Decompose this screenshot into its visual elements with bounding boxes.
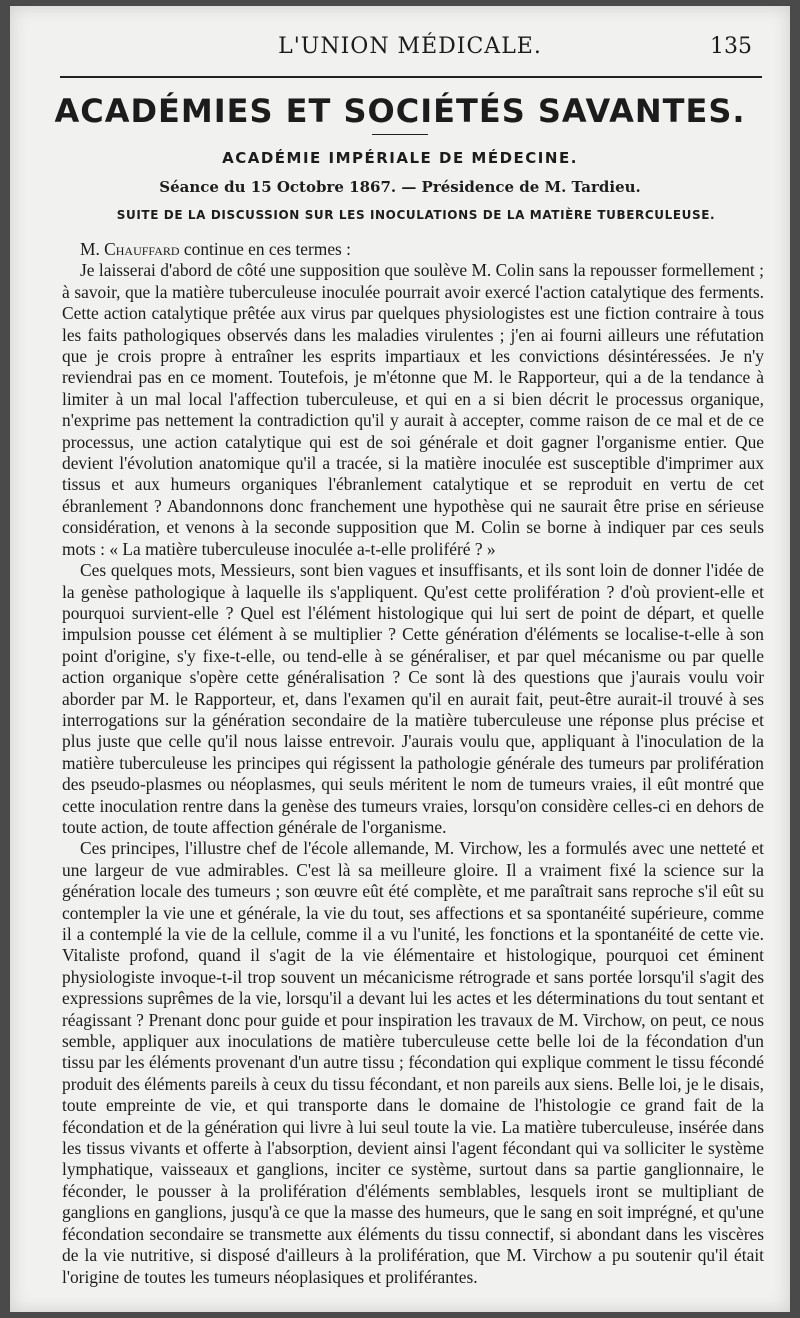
paragraph-2: Ces quelques mots, Messieurs, sont bien vagues et insuffisants, et ils sont loin de donner l'idée de la genèse pathologique à laquelle ils s'appliquent. Qu'est cette prolifération ? d'où provient-elle et pourquoi survient-elle ? Quel est l'élément histologique qui lui sert de point de départ, et quelle impulsion pousse cet élément à se multiplier ? Cette génération d'éléments se localise-t-elle à son point d'origine, s'y fixe-t-elle, ou tend-elle à se généraliser, et par quel mécanisme ou par quelle action organique s'opère cette généralisation ? Ce sont là des questions que j'aurais voulu voir aborder par M. le Rapporteur, et, dans l'examen qu'il en aurait fait, peut-être aurait-il trouvé à ses interrogations sur la génération secondaire de la matière tuberculeuse une réponse plus précise et plus juste que celle qu'il nous laisse entrevoir. J'aurais voulu que, appliquant à l'inoculation de la matière tuberculeuse les principes qui régissent la pathologie générale des tumeurs par prolifération des pseudo-plasmes ou néoplasmes, qui seuls méritent le nom de tumeurs vraies, il eût montré que cette inoculation rentre dans la genèse des tumeurs vraies, lorsqu'on considère celles-ci en dehors de toute action, de toute affection générale de l'organisme. [62,560,764,837]
intro-line [62,239,764,260]
section-divider [372,134,428,135]
header-rule [60,76,762,78]
journal-title: L'UNION MÉDICALE. [278,34,542,59]
session-line: Séance du 15 Octobre 1867. — Présidence de M. Tardieu. [159,178,641,196]
discussion-title: SUITE DE LA DISCUSSION SUR LES INOCULATIONS DE LA MATIÈRE TUBERCULEUSE. [116,208,716,222]
running-head [60,34,760,62]
academy-title: ACADÉMIE IMPÉRIALE DE MÉDECINE. [222,149,578,167]
paragraph-1: Je laisserai d'abord de côté une supposition que soulève M. Colin sans la repousser formellement ; à savoir, que la matière tuberculeuse inoculée pourrait avoir exercé l'action catalytique des ferments. Cette action catalytique prêtée aux virus par quelques physiologistes est une fiction contraire à tous les faits pathologiques observés dans les maladies virulentes ; j'en ai fourni ailleurs une réfutation que je crois propre à entraîner les esprits impartiaux et les convictions désintéressées. Je n'y reviendrai pas en ce moment. Toutefois, je m'étonne que M. le Rapporteur, qui a de la tendance à limiter à un mal local l'affection tuberculeuse, et qui en a si bien décrit le processus organique, n'exprime pas nettement la contradiction qu'il y aurait à accepter, comme raison de ce mal et de ce processus, une action catalytique qui est de soi générale et doit gagner l'organisme entier. Que devient l'évolution anatomique qu'il a tracée, si la matière inoculée est susceptible d'imprimer aux tissus et aux humeurs organiques l'ébranlement catalytique et se reproduit en vertu de cet ébranlement ? Abandonnons donc franchement une hypothèse qui ne saurait être prise en sérieuse considération, et venons à la seconde supposition que M. Colin se borne à indiquer par ces seuls mots : « La matière tuberculeuse inoculée a-t-elle proliféré ? » [62,260,764,559]
section-title: ACADÉMIES ET SOCIÉTÉS SAVANTES. [54,92,746,130]
paragraph-3: Ces principes, l'illustre chef de l'école allemande, M. Virchow, les a formulés avec une netteté et une largeur de vue admirables. C'est là sa meilleure gloire. Il a vraiment fixé la science sur la génération locale des tumeurs ; son œuvre eût été complète, et me paraîtrait sans reproche s'il eût su contempler la vie une et générale, la vie du tout, ses affections et sa spontanéité supérieure, comme il a contemplé la vie de la cellule, comme il a vu l'unité, les fonctions et la spontanéité de cette vie. Vitaliste profond, quand il s'agit de la vie élémentaire et histologique, pourquoi cet éminent physiologiste invoque-t-il trop souvent un mécanicisme rétrograde et sans portée lorsqu'il s'agit des expressions suprêmes de la vie, lorsqu'il a devant lui les actes et les déterminations du tout sentant et réagissant ? Prenant donc pour guide et pour inspiration les travaux de M. Virchow, on peut, ce nous semble, appliquer aux inoculations de matière tuberculeuse cette belle loi de la fécondation d'un tissu par les éléments provenant d'un autre tissu ; fécondation qui explique comment le tissu fécondé produit des éléments pareils à ceux du tissu fécondant, et non pareils aux siens. Belle loi, je le disais, toute empreinte de vie, et qui transporte dans le domaine de l'histologie ce grand fait de la fécondation et de la génération qui livre à lui seul toute la vie. La matière tuberculeuse, insérée dans les tissus vivants et offerte à l'absorption, devient ainsi l'agent fécondant qui va solliciter le système lymphatique, vaisseaux et ganglions, inciter ce système, surtout dans sa partie ganglionnaire, le féconder, le pousser à la prolifération d'éléments semblables, lesquels iront se multipliant de ganglions en ganglions, jusqu'à ce que la masse des humeurs, que le sang en soit imprégné, et qu'une fécondation secondaire se transmette aux éléments du tissu connectif, si abondant dans les viscères de la vie nutritive, si disposé d'ailleurs à la prolifération, que M. Virchow a pu soutenir qu'il était l'origine de toutes les tumeurs néoplasiques et proliférantes. [62,838,764,1287]
page-number: 135 [710,34,752,59]
intro-text: continue en ces termes : [179,239,351,259]
document-page [10,6,790,1312]
speaker-name: M. Chauffard [80,239,180,259]
article-body [62,239,764,1288]
